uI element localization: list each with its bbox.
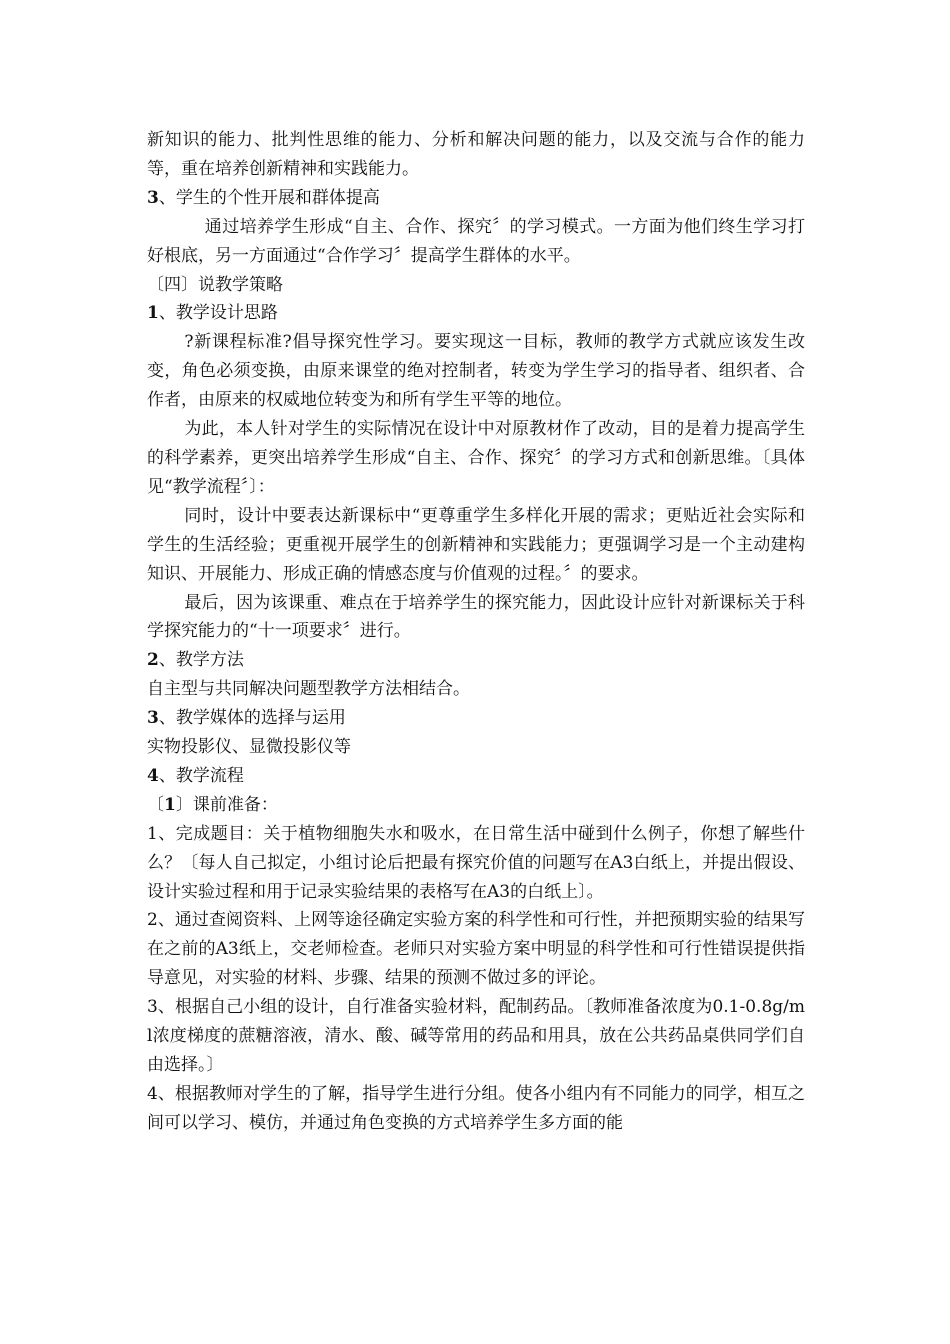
list-item-2: 2、通过查阅资料、上网等途径确定实验方案的科学性和可行性，并把预期实验的结果写在之前的A3纸上，交老师检查。老师只对实验方案中明显的科学性和可行性错误提供指导意见，对实验的材料、步骤、结果的预测不做过多的评论。 bbox=[147, 910, 805, 989]
section-teaching-strategy: 〔四〕说教学策略 bbox=[147, 274, 283, 295]
paragraph-finally: 最后，因为该课重、难点在于培养学生的探究能力，因此设计应针对新课标关于科学探究能力的“十一项要求〞进行。 bbox=[147, 592, 805, 642]
paragraph-learning-mode: 通过培养学生形成“自主、合作、探究〞的学习模式。一方面为他们终生学习打好根底，另一方面通过“合作学习〞提高学生群体的水平。 bbox=[147, 216, 805, 266]
subheading-preparation: 〔1〕课前准备： bbox=[147, 794, 278, 815]
list-item-3: 3、根据自己小组的设计，自行准备实验材料，配制药品。〔教师准备浓度为0.1-0.8g/ml浓度梯度的蔗糖溶液，清水、酸、碱等常用的药品和用具，放在公共药品桌供同学们自由选择。〕 bbox=[147, 997, 805, 1075]
heading-design-idea: 1、教学设计思路 bbox=[147, 303, 278, 324]
paragraph-curriculum-standard: ?新课程标准?倡导探究性学习。要实现这一目标，教师的教学方式就应该发生改变，角色必须变换，由原来课堂的绝对控制者，转变为学生学习的指导者、组织者、合作者，由原来的权威地位转变为和所有学生平等的地位。 bbox=[147, 332, 805, 411]
document-page bbox=[147, 126, 805, 1138]
heading-teaching-media: 3、教学媒体的选择与运用 bbox=[147, 708, 346, 729]
paragraph-new-standard: 同时，设计中要表达新课标中“更尊重学生多样化开展的需求；更贴近社会实际和学生的生活经验；更重视开展学生的创新精神和实践能力；更强调学习是一个主动建构知识、开展能力、形成正确的情感态度与价值观的过程。〞的要求。 bbox=[147, 505, 805, 584]
heading-teaching-method: 2、教学方法 bbox=[147, 650, 244, 671]
paragraph-textbook-change: 为此，本人针对学生的实际情况在设计中对原教材作了改动，目的是着力提高学生的科学素养，更突出培养学生形成“自主、合作、探究〞的学习方式和创新思维。〔具体见“教学流程〞〕： bbox=[147, 419, 805, 497]
paragraph-teaching-method: 自主型与共同解决问题型教学方法相结合。 bbox=[147, 679, 470, 700]
list-item-4: 4、根据教师对学生的了解，指导学生进行分组。使各小组内有不同能力的同学，相互之间可以学习、模仿，并通过角色变换的方式培养学生多方面的能 bbox=[147, 1083, 805, 1133]
heading-teaching-process: 4、教学流程 bbox=[147, 765, 244, 786]
paragraph-intro: 新知识的能力、批判性思维的能力、分析和解决问题的能力，以及交流与合作的能力等，重在培养创新精神和实践能力。 bbox=[147, 130, 805, 179]
heading-student-development: 3、学生的个性开展和群体提高 bbox=[147, 187, 380, 208]
paragraph-teaching-media: 实物投影仪、显微投影仪等 bbox=[147, 737, 351, 758]
list-item-1: 1、完成题目：关于植物细胞失水和吸水，在日常生活中碰到什么例子，你想了解些什么？〔每人自己拟定，小组讨论后把最有探究价值的问题写在A3白纸上，并提出假设、设计实验过程和用于记录实验结果的表格写在A3的白纸上〕。 bbox=[147, 823, 805, 902]
